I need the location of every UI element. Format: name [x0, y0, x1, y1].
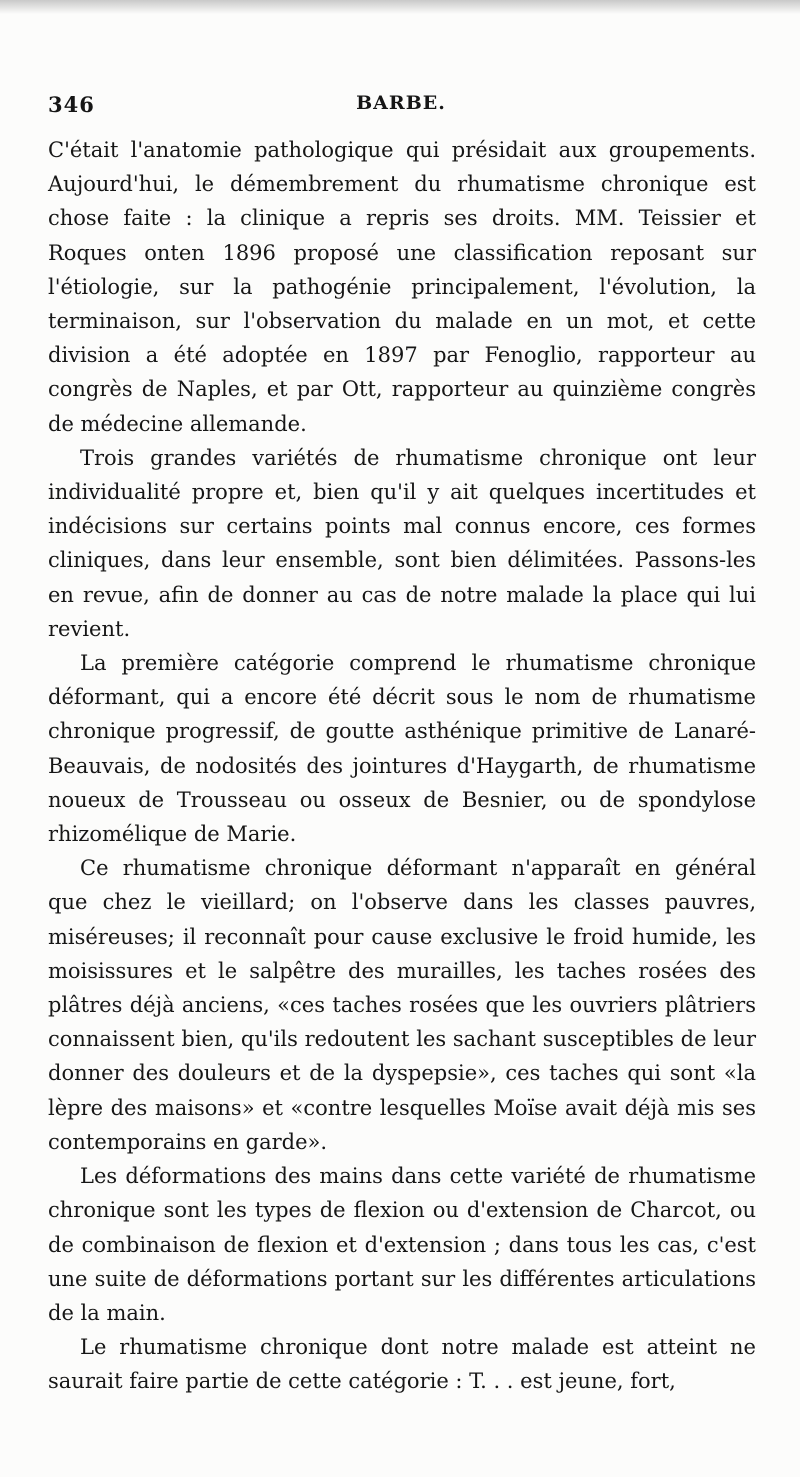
body-text — [48, 133, 756, 1399]
page-number: 346 — [48, 92, 95, 117]
paragraph-2: Trois grandes variétés de rhumatisme chronique ont leur individualité propre et, bien qu'il y ait quelques incertitudes et indécisions sur certains points mal connus encore, ces formes cliniques, dans leur ensemble, sont bien délimitées. Passons-les en revue, afin de donner au cas de notre malade la place qui lui revient. — [48, 445, 756, 641]
paragraph-1: C'était l'anatomie pathologique qui présidait aux groupements. Aujourd'hui, le démembrement du rhumatisme chronique est chose faite : la clinique a repris ses droits. MM. Teissier et Roques onten 1896 proposé une classification reposant sur l'étiologie, sur la pathogénie principalement, l'évolution, la terminaison, sur l'observation du malade en un mot, et cette division a été adoptée en 1897 par Fenoglio, rapporteur au congrès de Naples, et par Ott, rapporteur au quinzième congrès de médecine allemande. — [48, 138, 756, 436]
page-top-shadow — [0, 0, 800, 14]
paragraph-6: Le rhumatisme chronique dont notre malade est atteint ne saurait faire partie de cette catégorie : T. . . est jeune, fort, — [48, 1335, 756, 1394]
paragraph-5: Les déformations des mains dans cette variété de rhumatisme chronique sont les types de flexion ou d'extension de Charcot, ou de combinaison de flexion et d'extension ; dans tous les cas, c'est une suite de déformations portant sur les différentes articulations de la main. — [48, 1164, 756, 1325]
running-title: BARBE. — [356, 92, 446, 114]
paragraph-4: Ce rhumatisme chronique déformant n'apparaît en général que chez le vieillard; on l'observe dans les classes pauvres, miséreuses; il reconnaît pour cause exclusive le froid humide, les moisissures et le salpêtre des murailles, les taches rosées des plâtres déjà anciens, «ces taches rosées que les ouvriers plâtriers connaissent bien, qu'ils redoutent les sachant susceptibles de leur donner des douleurs et de la dyspepsie», ces taches qui sont «la lèpre des maisons» et «contre lesquelles Moïse avait déjà mis ses contemporains en garde». — [48, 856, 756, 1154]
paragraph-3: La première catégorie comprend le rhumatisme chronique déformant, qui a encore été décrit sous le nom de rhumatisme chronique progressif, de goutte asthénique primitive de Lanaré-Beauvais, de nodosités des jointures d'Haygarth, de rhumatisme noueux de Trousseau ou osseux de Besnier, ou de spondylose rhizomélique de Marie. — [48, 651, 756, 847]
running-head — [48, 92, 754, 122]
